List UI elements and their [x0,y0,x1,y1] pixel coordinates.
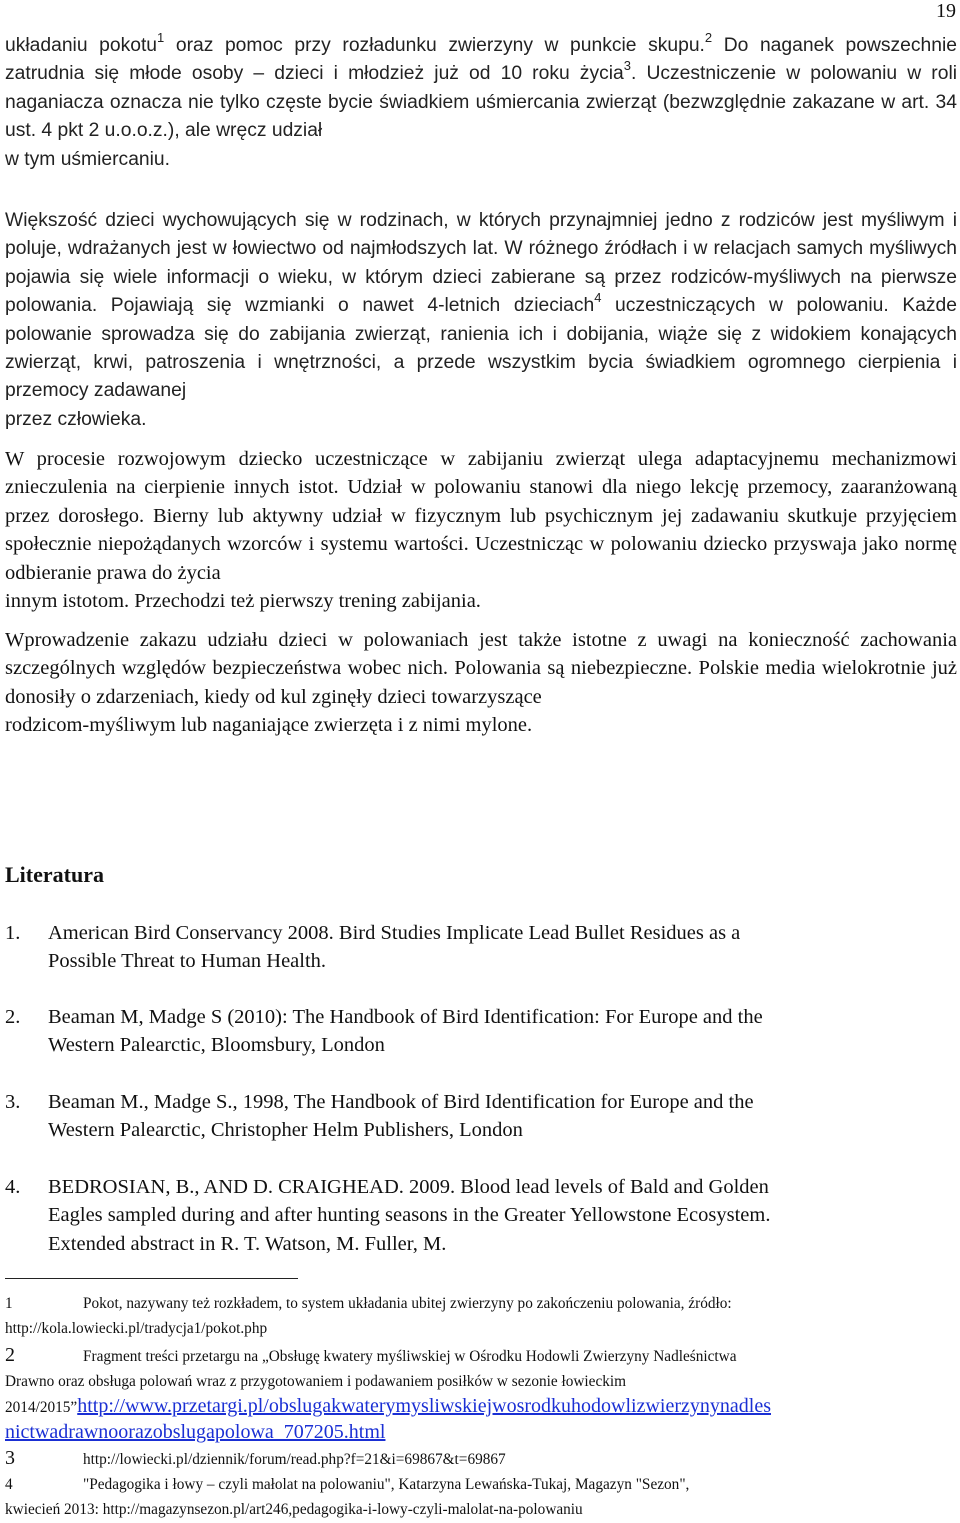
reference-line: American Bird Conservancy 2008. Bird Studies Implicate Lead Bullet Residues as a [48,922,741,944]
para1-part4: . Uczestniczenie w polowaniu w roli naganiacza oznacza nie tylko częste bycie świadkiem uśmiercania zwierząt (bezwzględnie zakazane w art. 34 ust. 4 pkt 2 u.o.o.z.), ale wręcz udział [5,63,958,142]
paragraph-4 [5,626,957,740]
footnote-number: 4 [5,1476,13,1493]
para1-part2: oraz pomoc przy rozładunku zwierzyny w punkcie skupu. [164,35,705,56]
paragraph-4-last-line: rodzicom-myśliwym lub naganiające zwierzęta i z nimi mylone. [5,714,533,737]
reference-line: Extended abstract in R. T. Watson, M. Fuller, M. [48,1232,447,1255]
reference-2 [5,1003,957,1060]
paragraph-1-text [5,32,957,146]
paragraph-2-text [5,207,957,406]
footnote-url: http://lowiecki.pl/dziennik/forum/read.php?f=21&i=69867&t=69867 [83,1451,506,1468]
para1-part3: Do naganek powszechnie zatrudnia się młode osoby – dzieci i młodzież już od 10 roku życia [5,35,957,85]
paragraph-2 [5,207,957,434]
para1-part1: układaniu pokotu [5,35,158,56]
footnote-text: Drawno oraz obsługa polowań wraz z przygotowaniem i podawaniem posiłków w sezonie łowieckim [5,1373,627,1390]
reference-line: BEDROSIAN, B., AND D. CRAIGHEAD. 2009. Blood lead levels of Bald and Golden [48,1176,769,1198]
reference-number: 3. [5,1091,21,1113]
reference-3 [5,1088,957,1145]
paragraph-1 [5,32,957,174]
footnote-ref-3[interactable]: 3 [623,58,631,74]
page-number: 19 [936,0,956,22]
footnote-separator [5,1278,298,1279]
footnote-3 [5,1446,960,1472]
para2-part1: Większość dzieci wychowujących się w rodzinach, w których przynajmniej jedno z rodziców jest myśliwym i poluje, wdrażanych jest w łowiectwo od najmłodszych lat. W różnego źródłach i w relacjach samych myśliwych pojawia się wiele informacji o wieku, w którym dzieci zabierane są przez rodziców-myśliwych na pierwsze polowania. Pojawiają się wzmianki o nawet 4-letnich dzieciach [5,210,957,317]
reference-line: Western Palearctic, Bloomsbury, London [48,1034,385,1057]
footnote-1 [5,1291,960,1341]
reference-number: 1. [5,922,21,944]
footnote-url: http://kola.lowiecki.pl/tradycja1/pokot.php [5,1320,268,1337]
paragraph-3-last-line: innym istotom. Przechodzi też pierwszy trening zabijania. [5,590,481,613]
footnote-link[interactable]: http://www.przetargi.pl/obslugakwaterymysliwskiejwosrodkuhodowlizwierzynynadles [77,1395,771,1417]
para2-part2: uczestniczących w polowaniu. Każde polowanie sprowadza się do zabijania zwierząt, ranienia ich i dobijania, wiąże się z widokiem konających zwierząt, krwi, patroszenia i wnętrzności, a przede wszystkim bycia świadkiem ogromnego cierpienia i przemocy zadawanej [5,295,957,402]
footnote-4 [5,1472,960,1522]
paragraph-3 [5,445,957,615]
reference-line: Eagles sampled during and after hunting seasons in the Greater Yellowstone Ecosystem. [48,1204,771,1227]
reference-number: 4. [5,1176,21,1198]
footnote-2 [5,1343,960,1446]
reference-line: Western Palearctic, Christopher Helm Publishers, London [48,1119,523,1142]
footnote-text: Pokot, nazywany też rozkładem, to system układania ubitej zwierzyny po zakończeniu polowania, źródło: [83,1295,732,1312]
footnote-text: kwiecień 2013: http://magazynsezon.pl/art246,pedagogika-i-lowy-czyli-malolat-na-polowaniu [5,1501,583,1518]
reference-4 [5,1173,957,1258]
footnote-ref-2[interactable]: 2 [704,30,713,45]
footnote-text: Fragment treści przetargu na „Obsługę kwatery myśliwskiej w Ośrodku Hodowli Zwierzyny Nadleśnictwa [83,1348,737,1365]
paragraph-4-text: Wprowadzenie zakazu udziału dzieci w polowaniach jest także istotne z uwagi na konieczność zachowania szczególnych względów bezpieczeństwa wobec nich. Polowania są niebezpieczne. Polskie media wielokrotnie już donosiły o zdarzeniach, kiedy od kul zginęły dzieci towarzyszące [5,629,957,708]
literature-heading: Literatura [5,862,104,887]
reference-number: 2. [5,1006,21,1028]
footnote-ref-4[interactable]: 4 [594,290,602,306]
footnote-link[interactable]: nictwadrawnoorazobslugapolowa_707205.html [5,1421,386,1443]
footnote-number: 2 [5,1344,15,1366]
paragraph-3-text: W procesie rozwojowym dziecko uczestniczące w zabijaniu zwierząt ulega adaptacyjnemu mechanizmowi znieczulenia na cierpienie innych istot. Udział w polowaniu stanowi dla niego lekcję przemocy, zaaranżowaną przez dorosłego. Bierny lub aktywny udział w fizycznym lub psychicznym jej zadawaniu skutkuje przyjęciem społecznie niepożądanych wzorców i systemu wartości. Uczestnicząc w polowaniu dziecko przyswaja jako normę odbieranie prawa do życia [5,448,957,584]
reference-line: Possible Threat to Human Health. [48,950,327,973]
reference-1 [5,919,957,976]
footnote-text: 2014/2015” [5,1399,78,1416]
paragraph-2-last-line: przez człowieka. [5,408,147,430]
footnote-ref-1[interactable]: 1 [157,30,165,45]
footnote-number: 1 [5,1295,13,1312]
footnote-text: "Pedagogika i łowy – czyli małolat na polowaniu", Katarzyna Lewańska-Tukaj, Magazyn "Sezon", [83,1476,690,1493]
paragraph-1-last-line: w tym uśmiercaniu. [5,148,171,170]
reference-line: Beaman M, Madge S (2010): The Handbook of Bird Identification: For Europe and the [48,1006,763,1028]
footnote-number: 3 [5,1447,15,1469]
reference-line: Beaman M., Madge S., 1998, The Handbook of Bird Identification for Europe and the [48,1091,754,1113]
